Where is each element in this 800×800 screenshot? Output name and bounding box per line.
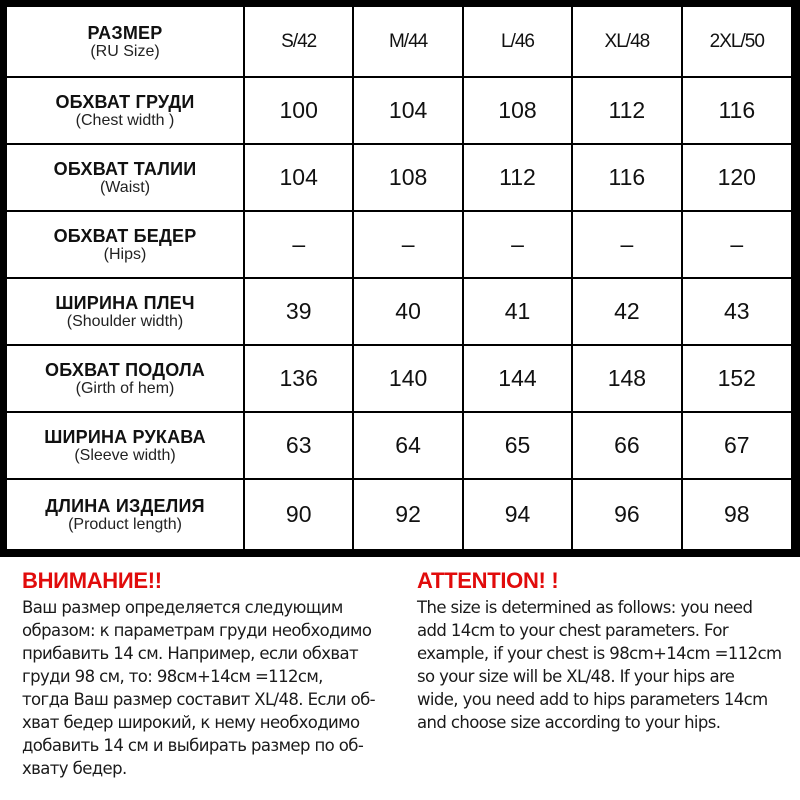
table-cell: 152 [682, 345, 791, 412]
table-cell: 42 [572, 278, 681, 345]
note-line: хвату бедер. [22, 759, 127, 778]
table-cell: 112 [463, 144, 572, 211]
size-header-m: M/44 [353, 7, 462, 77]
table-row-waist [7, 144, 791, 211]
table-cell: 90 [244, 479, 353, 549]
size-header-s: S/42 [244, 7, 353, 77]
table-cell: 39 [244, 278, 353, 345]
attention-title-en: ATTENTION! ! [417, 568, 559, 593]
table-cell: 94 [463, 479, 572, 549]
row-label-cell [7, 144, 244, 211]
note-line: тогда Ваш размер составит XL/48. Если об- [22, 690, 376, 709]
table-cell: 100 [244, 77, 353, 144]
table-cell: 63 [244, 412, 353, 479]
note-line: Ваш размер определяется следующим [22, 598, 343, 617]
table-cell: 112 [572, 77, 681, 144]
row-label-cell [7, 211, 244, 278]
header-label-cell [7, 7, 244, 77]
table-row-shoulder [7, 278, 791, 345]
note-line: so your size will be XL/48. If your hips are [417, 667, 735, 686]
note-line: add 14cm to your chest parameters. For [417, 621, 729, 640]
row-label-ru: ОБХВАТ ПОДОЛА [45, 359, 206, 380]
size-header-l: L/46 [463, 7, 572, 77]
size-chart [7, 7, 791, 549]
attention-note-ru [22, 567, 412, 780]
row-label-en: (Sleeve width) [74, 446, 176, 464]
row-label-en: (Shoulder width) [66, 312, 184, 330]
row-label-cell [7, 345, 244, 412]
table-cell: 41 [463, 278, 572, 345]
table-cell: 120 [682, 144, 791, 211]
table-cell: 64 [353, 412, 462, 479]
row-label-cell [7, 278, 244, 345]
table-cell: 65 [463, 412, 572, 479]
table-cell: 92 [353, 479, 462, 549]
row-label-ru: ДЛИНА ИЗДЕЛИЯ [45, 495, 205, 516]
row-label-ru: ОБХВАТ ТАЛИИ [53, 158, 197, 179]
row-label-en: (Girth of hem) [75, 379, 175, 397]
table-cell: 43 [682, 278, 791, 345]
table-row-sleeve [7, 412, 791, 479]
table-cell: 116 [572, 144, 681, 211]
header-label-ru: РАЗМЕР [87, 22, 163, 43]
row-label-ru: ШИРИНА РУКАВА [44, 426, 206, 447]
attention-notes [0, 567, 800, 800]
row-label-en: (Hips) [103, 245, 147, 263]
row-label-en: (Waist) [99, 178, 151, 196]
table-cell: 67 [682, 412, 791, 479]
row-label-cell [7, 479, 244, 549]
table-cell: 140 [353, 345, 462, 412]
row-label-ru: ОБХВАТ БЕДЕР [53, 225, 197, 246]
table-cell: 40 [353, 278, 462, 345]
table-cell: 148 [572, 345, 681, 412]
row-label-en: (Chest width ) [75, 111, 175, 129]
table-row-length [7, 479, 791, 549]
table-row-hem [7, 345, 791, 412]
note-line: and choose size according to your hips. [417, 713, 721, 732]
table-cell: – [572, 211, 681, 278]
table-cell: 66 [572, 412, 681, 479]
size-header-2xl: 2XL/50 [682, 7, 791, 77]
note-line: добавить 14 см и выбирать размер по об- [22, 736, 364, 755]
table-cell: 98 [682, 479, 791, 549]
table-cell: – [463, 211, 572, 278]
table-cell: 136 [244, 345, 353, 412]
row-label-en: (Product length) [68, 515, 182, 533]
note-line: хват бедер широкий, к нему необходимо [22, 713, 360, 732]
table-cell: – [244, 211, 353, 278]
table-cell: – [353, 211, 462, 278]
attention-body-en [417, 596, 800, 734]
note-line: example, if your chest is 98cm+14cm =112cm [417, 644, 782, 663]
note-line: wide, you need add to hips parameters 14cm [417, 690, 768, 709]
attention-body-ru [22, 596, 412, 780]
table-cell: 104 [244, 144, 353, 211]
note-line: прибавить 14 см. Например, если обхват [22, 644, 359, 663]
table-cell: 144 [463, 345, 572, 412]
attention-note-en [417, 567, 800, 734]
table-cell: 104 [353, 77, 462, 144]
table-cell: 96 [572, 479, 681, 549]
table-cell: 108 [463, 77, 572, 144]
row-label-cell [7, 412, 244, 479]
table-cell: – [682, 211, 791, 278]
size-header-xl: XL/48 [572, 7, 681, 77]
row-label-ru: ОБХВАТ ГРУДИ [55, 91, 195, 112]
note-line: образом: к параметрам груди необходимо [22, 621, 372, 640]
table-row-chest [7, 77, 791, 144]
table-row-hips [7, 211, 791, 278]
attention-title-ru: ВНИМАНИЕ!! [22, 568, 162, 593]
header-row [7, 7, 791, 77]
note-line: The size is determined as follows: you need [417, 598, 753, 617]
table-cell: 116 [682, 77, 791, 144]
note-line: груди 98 см, то: 98см+14см =112см, [22, 667, 323, 686]
row-label-ru: ШИРИНА ПЛЕЧ [55, 292, 195, 313]
header-label-en: (RU Size) [90, 42, 160, 60]
row-label-cell [7, 77, 244, 144]
table-cell: 108 [353, 144, 462, 211]
size-table [7, 7, 791, 549]
